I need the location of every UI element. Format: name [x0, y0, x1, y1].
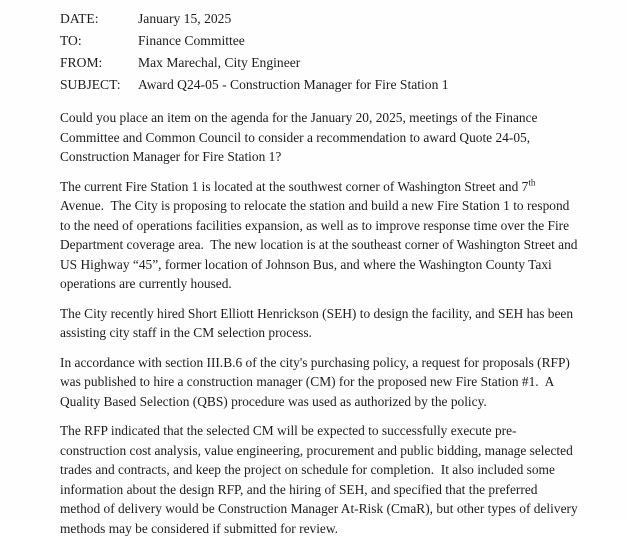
memo-line: In accordance with section III.B.6 of the city's purchasing policy, a request for proposals (RFP) [60, 353, 593, 373]
memo-line [60, 177, 593, 197]
memo-header-value-date: January 15, 2025 [138, 8, 449, 30]
memo-line: information about the design RFP, and the hiring of SEH, and specified that the preferred [60, 480, 593, 500]
memo-line: assisting city staff in the CM selection process. [60, 323, 593, 343]
memo-header-label-to: TO: [60, 30, 138, 52]
memo-line: construction cost analysis, value engineering, procurement and public bidding, manage selected [60, 441, 593, 461]
memo-paragraph-rfp-policy [60, 353, 593, 412]
memo-line: was published to hire a construction manager (CM) for the proposed new Fire Station #1. A [60, 372, 593, 392]
memo-line: The RFP indicated that the selected CM will be expected to successfully execute pre- [60, 421, 593, 441]
memo-line: Quality Based Selection (QBS) procedure was used as authorized by the policy. [60, 392, 593, 412]
memo-line: trades and contracts, and keep the project on schedule for completion. It also included some [60, 460, 593, 480]
memo-paragraph-agenda-request [60, 108, 593, 167]
memo-line: The City recently hired Short Elliott Henrickson (SEH) to design the facility, and SEH has been [60, 304, 593, 324]
memo-header-value-from: Max Marechal, City Engineer [138, 52, 449, 74]
memo-header-value-subject: Award Q24-05 - Construction Manager for Fire Station 1 [138, 74, 449, 96]
memo-line: to the need of operations facilities expansion, as well as to improve response time over the Fire [60, 216, 593, 236]
memo-header-row-subject [60, 74, 449, 96]
memo-header-row-to [60, 30, 449, 52]
memo-line: Avenue. The City is proposing to relocate the station and build a new Fire Station 1 to respond [60, 196, 593, 216]
memo-header-value-to: Finance Committee [138, 30, 449, 52]
memo-header-row-from [60, 52, 449, 74]
memo-line: Could you place an item on the agenda for the January 20, 2025, meetings of the Finance [60, 108, 593, 128]
memo-line: Department coverage area. The new location is at the southeast corner of Washington Street and [60, 235, 593, 255]
memo-line: methods may be considered if submitted for review. [60, 519, 593, 538]
memo-line: US Highway “45”, former location of Johnson Bus, and where the Washington County Taxi [60, 255, 593, 275]
memo-line: Committee and Common Council to consider a recommendation to award Quote 24-05, [60, 128, 593, 148]
memo-paragraph-station-location [60, 177, 593, 294]
memo-header [60, 8, 449, 96]
memo-header-row-date [60, 8, 449, 30]
memo-line: operations are currently housed. [60, 274, 593, 294]
memo-header-label-date: DATE: [60, 8, 138, 30]
memo-paragraph-seh-hired [60, 304, 593, 343]
memo-line-text: The current Fire Station 1 is located at the southwest corner of Washington Street and 7 [60, 179, 528, 194]
memo-header-label-subject: SUBJECT: [60, 74, 138, 96]
memo-paragraph-rfp-scope [60, 421, 593, 538]
ordinal-superscript: th [528, 177, 535, 187]
memo-header-label-from: FROM: [60, 52, 138, 74]
memo-line: method of delivery would be Construction Manager At-Risk (CmaR), but other types of delivery [60, 499, 593, 519]
memo-line: Construction Manager for Fire Station 1? [60, 147, 593, 167]
